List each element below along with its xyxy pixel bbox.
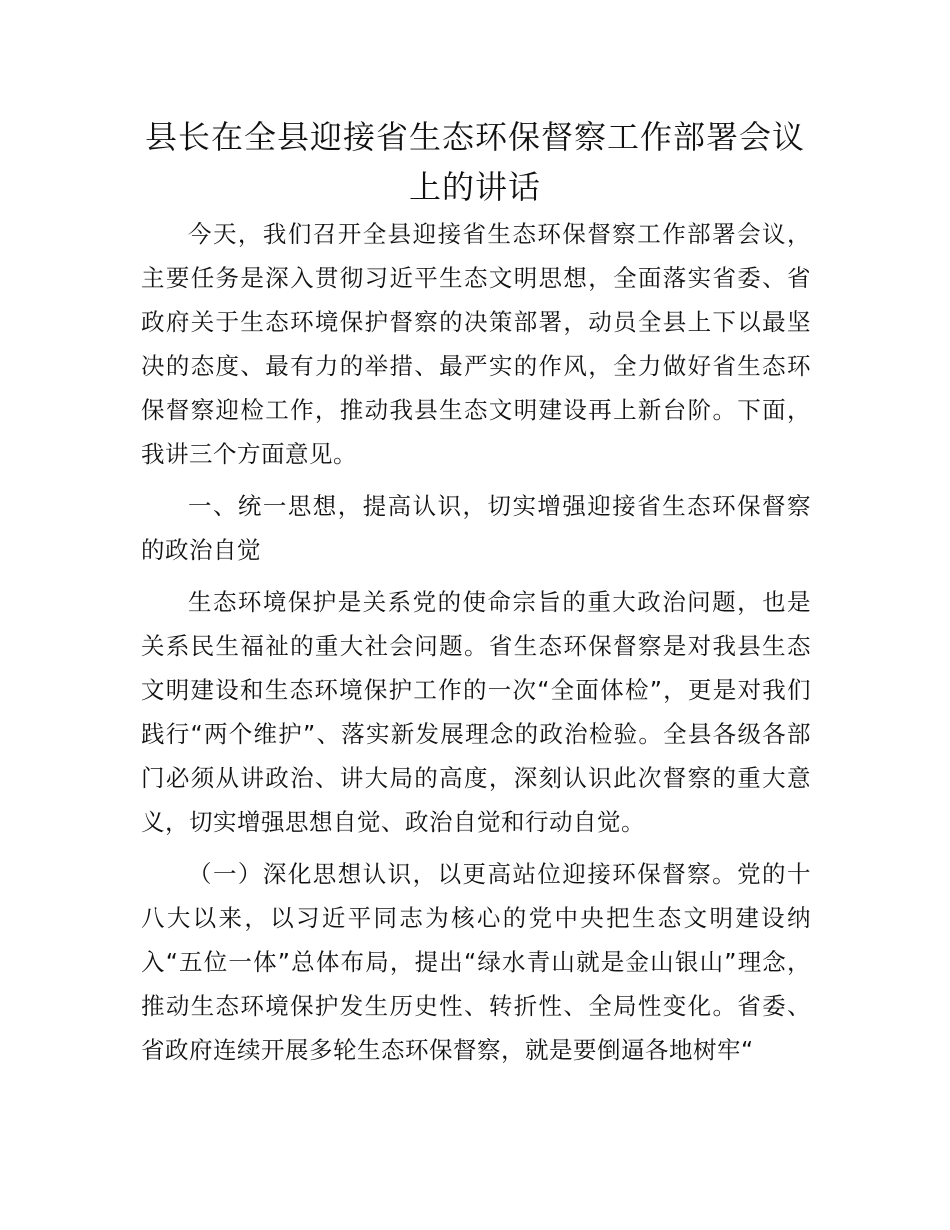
section-heading-1: 一、统一思想，提高认识，切实增强迎接省生态环保督察的政治自觉 <box>141 492 811 564</box>
paragraph-subsection-1: （一）深化思想认识，以更高站位迎接环保督察。党的十八大以来，以习近平同志为核心的党中央把生态文明建设纳入“五位一体”总体布局，提出“绿水青山就是金山银山”理念，推动生态环境保护发生历史性、转折性、全局性变化。省委、省政府连续开展多轮生态环保督察，就是要倒逼各地树牢“ <box>141 860 811 1064</box>
title-line-2: 上的讲话 <box>408 168 541 206</box>
title-line-1: 县长在全县迎接省生态环保督察工作部署会议 <box>144 118 805 156</box>
document-title <box>120 112 830 212</box>
document-body <box>141 212 811 1080</box>
paragraph-intro: 今天，我们召开全县迎接省生态环保督察工作部署会议，主要任务是深入贯彻习近平生态文明思想，全面落实省委、省政府关于生态环境保护督察的决策部署，动员全县上下以最坚决的态度、最有力的举措、最严实的作风，全力做好省生态环保督察迎检工作，推动我县生态文明建设再上新台阶。下面，我讲三个方面意见。 <box>141 220 811 468</box>
paragraph-section-1: 生态环境保护是关系党的使命宗旨的重大政治问题，也是关系民生福祉的重大社会问题。省生态环保督察是对我县生态文明建设和生态环境保护工作的一次“全面体检”，更是对我们践行“两个维护”、落实新发展理念的政治检验。全县各级各部门必须从讲政治、讲大局的高度，深刻认识此次督察的重大意义，切实增强思想自觉、政治自觉和行动自觉。 <box>141 588 811 836</box>
